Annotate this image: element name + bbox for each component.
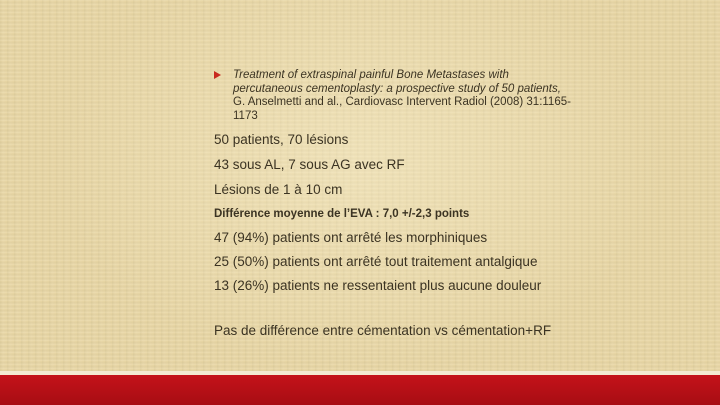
no-difference: Pas de différence entre cémentation vs cémentation+RF [214, 323, 552, 338]
analgesic-stopped: 25 (50%) patients ont arrêté tout traitement antalgique [214, 254, 538, 269]
citation-text [214, 69, 574, 123]
citation-block [214, 69, 574, 123]
citation-authors: G. Anselmetti and al., Cardiovasc Intervent Radiol (2008) 31:1165-1173 [233, 96, 571, 122]
citation-title: Treatment of extraspinal painful Bone Metastases with percutaneous cementoplasty: a prospective study of 50 patients, [233, 69, 561, 95]
morphine-stopped: 47 (94%) patients ont arrêté les morphiniques [214, 230, 488, 245]
pain-free: 13 (26%) patients ne ressentaient plus aucune douleur [214, 278, 542, 293]
triangle-bullet-icon [214, 71, 221, 79]
eva-difference: Différence moyenne de l’EVA : 7,0 +/-2,3 points [214, 208, 470, 220]
anesthesia-info: 43 sous AL, 7 sous AG avec RF [214, 157, 405, 172]
footer-band [0, 375, 720, 405]
patients-count: 50 patients, 70 lésions [214, 132, 349, 147]
lesion-size: Lésions de 1 à 10 cm [214, 182, 343, 197]
